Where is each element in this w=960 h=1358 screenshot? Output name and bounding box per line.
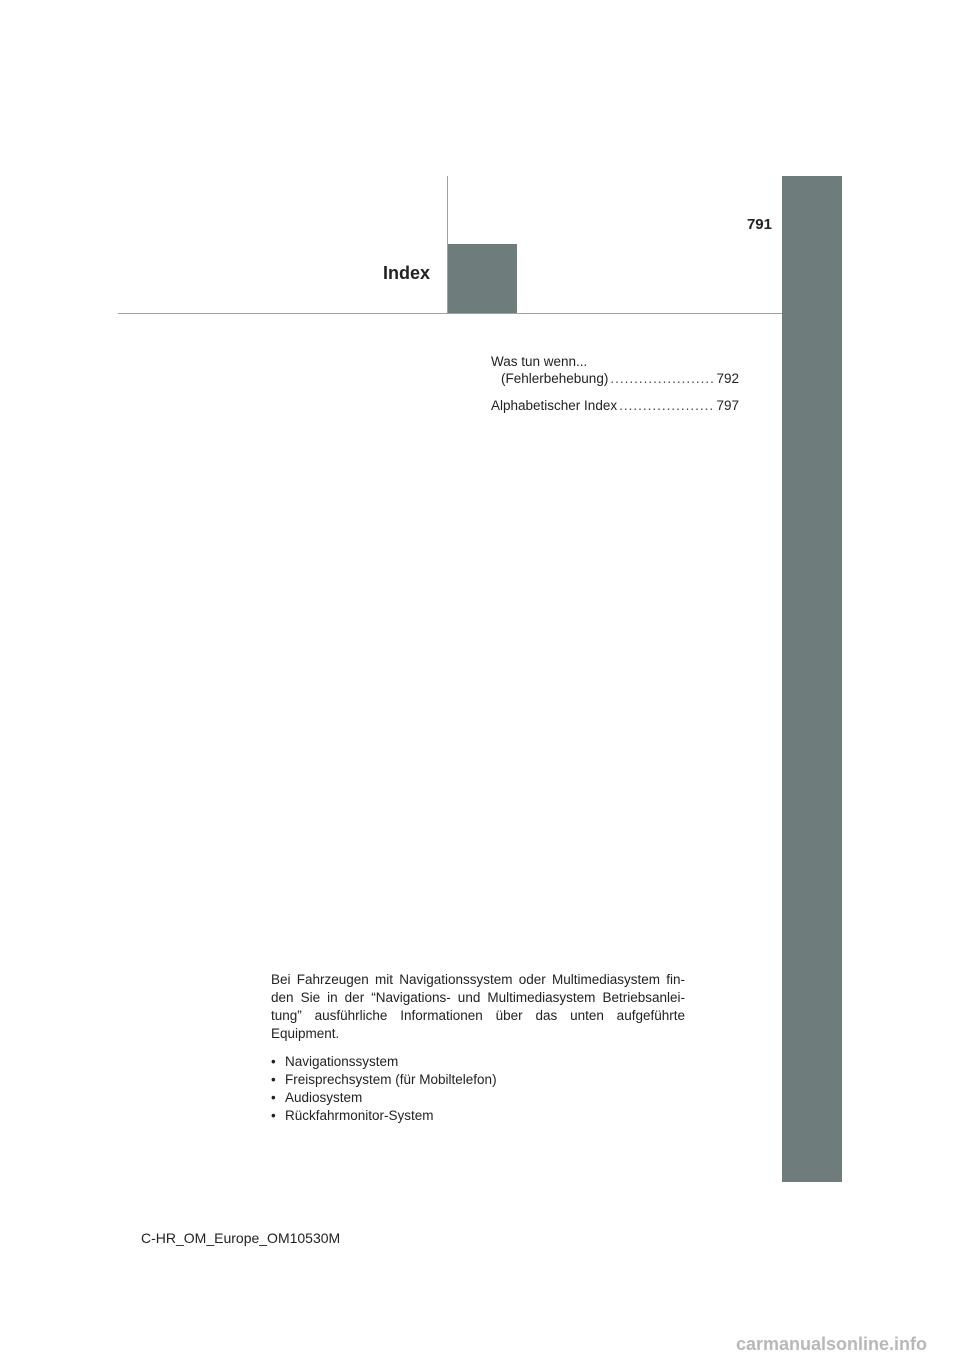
toc-entry-troubleshooting[interactable] bbox=[491, 353, 739, 387]
toc-entry-title: Was tun wenn... bbox=[491, 354, 588, 369]
toc-entry-alphabetical-index[interactable] bbox=[491, 397, 739, 414]
bullet: • bbox=[271, 1054, 276, 1069]
document-code-footer: C-HR_OM_Europe_OM10530M bbox=[141, 1230, 341, 1246]
note-paragraph: Bei Fahrzeugen mit Navigationssystem oder Multimediasystem fin-den Sie in der “Navigations- und Multimediasystem Betriebsanlei-tung” ausführliche Informationen über das unten aufgeführte Equipment. bbox=[271, 972, 685, 1041]
toc-entry-page: 797 bbox=[716, 398, 739, 413]
list-item: • Audiosystem bbox=[271, 1090, 363, 1105]
bullet: • bbox=[271, 1090, 276, 1105]
section-title: Index bbox=[382, 263, 430, 283]
list-item: • Navigationssystem bbox=[271, 1054, 399, 1069]
table-of-contents bbox=[491, 353, 739, 424]
toc-leader-dots bbox=[619, 397, 714, 414]
toc-entry-title: Alphabetischer Index bbox=[491, 398, 618, 413]
page-number: 791 bbox=[746, 216, 772, 233]
equipment-list bbox=[271, 1053, 685, 1125]
bullet: • bbox=[271, 1108, 276, 1123]
toc-entry-subtitle: (Fehlerbehebung) bbox=[501, 371, 609, 386]
watermark-text: carmanualsonline.info bbox=[736, 1334, 928, 1354]
bullet: • bbox=[271, 1072, 276, 1087]
toc-leader-dots bbox=[610, 370, 714, 387]
toc-entry-page: 792 bbox=[716, 371, 739, 386]
list-item: • Rückfahrmonitor-System bbox=[271, 1108, 434, 1123]
navigation-system-note bbox=[271, 971, 685, 1125]
section-tab-block bbox=[448, 244, 517, 314]
chapter-sidebar-bar bbox=[782, 176, 842, 1182]
list-item: • Freisprechsystem (für Mobiltelefon) bbox=[271, 1072, 497, 1087]
header-horizontal-rule bbox=[118, 313, 782, 314]
